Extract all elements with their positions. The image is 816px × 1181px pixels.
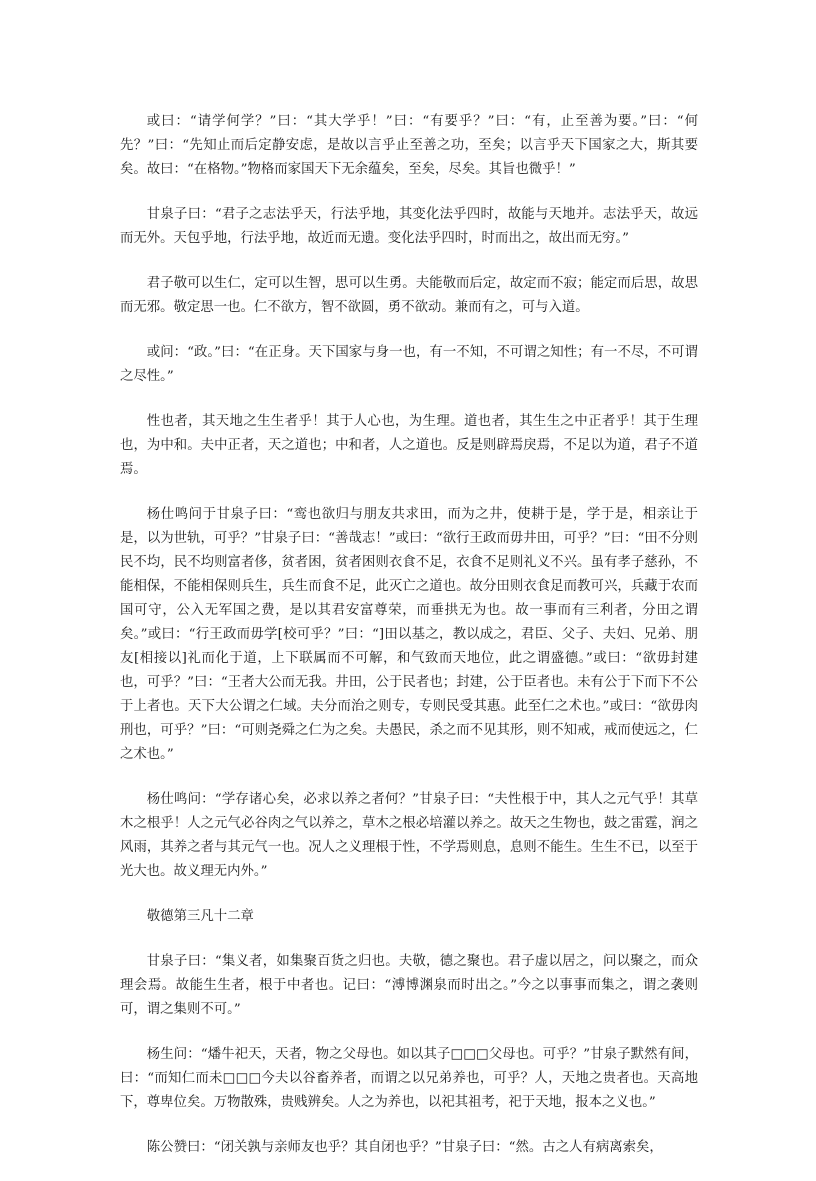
paragraph: 性也者，其天地之生生者乎！其于人心也，为生理。道也者，其生生之中正者乎！其于生理也，为中和。夫中正者，天之道也；中和者，人之道也。反是则辟焉戾焉，不足以为道，君子不道焉。 bbox=[120, 414, 698, 477]
paragraph: 君子敬可以生仁，定可以生智，思可以生勇。夫能敬而后定，故定而不寂；能定而后思，故思而无邪。敬定思一也。仁不欲方，智不欲圆，勇不欲动。兼而有之，可与入道。 bbox=[120, 276, 698, 315]
paragraph: 杨生问：“燔牛祀天，天者，物之父母也。如以其子□□□父母也。可乎？”甘泉子默然有间，曰：“而知仁而未□□□今夫以谷畜养者，而谓之以兄弟养也，可乎？人，天地之贵者也。天高地下，尊卑位矣。万物散殊，贵贱辨矣。人之为养也，以祀其祖考，祀于天地，报本之义也。” bbox=[120, 1047, 698, 1110]
paragraph: 杨仕鸣问：“学存诸心矣，必求以养之者何？”甘泉子曰：“夫性根于中，其人之元气乎！其草木之根乎！人之元气必谷肉之气以养之，草木之根必培灌以养之。故天之生物也，鼓之雷霆，润之风雨，其养之者与其元气一也。况人之义理根于性，不学焉则息，息则不能生。生生不已，以至于光大也。故义理无内外。” bbox=[120, 792, 698, 879]
chapter-heading: 敬德第三凡十二章 bbox=[146, 909, 254, 924]
paragraph: 或问：“政。”曰：“在正身。天下国家与身一也，有一不知，不可谓之知性；有一不尽，不可谓之尽性。” bbox=[120, 345, 698, 384]
paragraph: 或曰：“请学何学？”曰：“其大学乎！”曰：“有要乎？”曰：“有，止至善为要。”曰：“何先？”曰：“先知止而后定静安虑，是故以言乎止至善之功，至矣；以言乎天下国家之大，斯其要矣。故曰：“在格物。”物格而家国天下无余蕴矣，至矣，尽矣。其旨也微乎！” bbox=[120, 114, 698, 177]
paragraph: 甘泉子曰：“君子之志法乎天，行法乎地，其变化法乎四时，故能与天地并。志法乎天，故远而无外。天包乎地，行法乎地，故近而无遗。变化法乎四时，时而出之，故出而无穷。” bbox=[120, 207, 698, 246]
document-page bbox=[120, 110, 698, 1181]
paragraph: 杨仕鸣问于甘泉子曰：“鸾也欲归与朋友共求田，而为之井，使耕于是，学于是，相亲让于是，以为世轨，可乎？”甘泉子曰：“善哉志！”或曰：“欲行王政而毋井田，可乎？”曰：“田不分则民不均，民不均则富者侈，贫者困，贫者困则衣食不足，衣食不足则礼义不兴。虽有孝子慈孙，不能相保，不能相保则兵生，兵生而食不足，此灭亡之道也。故分田则衣食足而教可兴，兵藏于农而国可守，公入无军国之费，是以其君安富尊荣，而垂拱无为也。故一事而有三利者，分田之谓矣。”或曰：“行王政而毋学[校可乎？”曰：“]田以基之，教以成之，君臣、父子、夫妇、兄弟、朋友[相接以]礼而化于道，上下联属而不可解，和气致而天地位，此之谓盛德。”或曰：“欲毋封建也，可乎？”曰：“王者大公而无我。井田，公于民者也；封建，公于臣者也。未有公于下而下不公于上者也。天下大公谓之仁域。夫分而治之则专，专则民受其惠。此至仁之术也。”或曰：“欲毋肉刑也，可乎？”曰：“可则尧舜之仁为之矣。夫愚民，杀之而不见其形，则不知戒，戒而使远之，仁之术也。” bbox=[120, 507, 698, 762]
paragraph: 甘泉子曰：“集义者，如集聚百货之归也。夫敬，德之聚也。君子虚以居之，问以聚之，而众理会焉。故能生生者，根于中者也。记曰：“溥博渊泉而时出之。”今之以事事而集之，谓之袭则可，谓之集则不可。” bbox=[120, 954, 698, 1017]
paragraph: 陈公赞曰：“闭关孰与亲师友也乎？其自闭也乎？”甘泉子曰：“然。古之人有病离索矣， bbox=[146, 1140, 663, 1155]
